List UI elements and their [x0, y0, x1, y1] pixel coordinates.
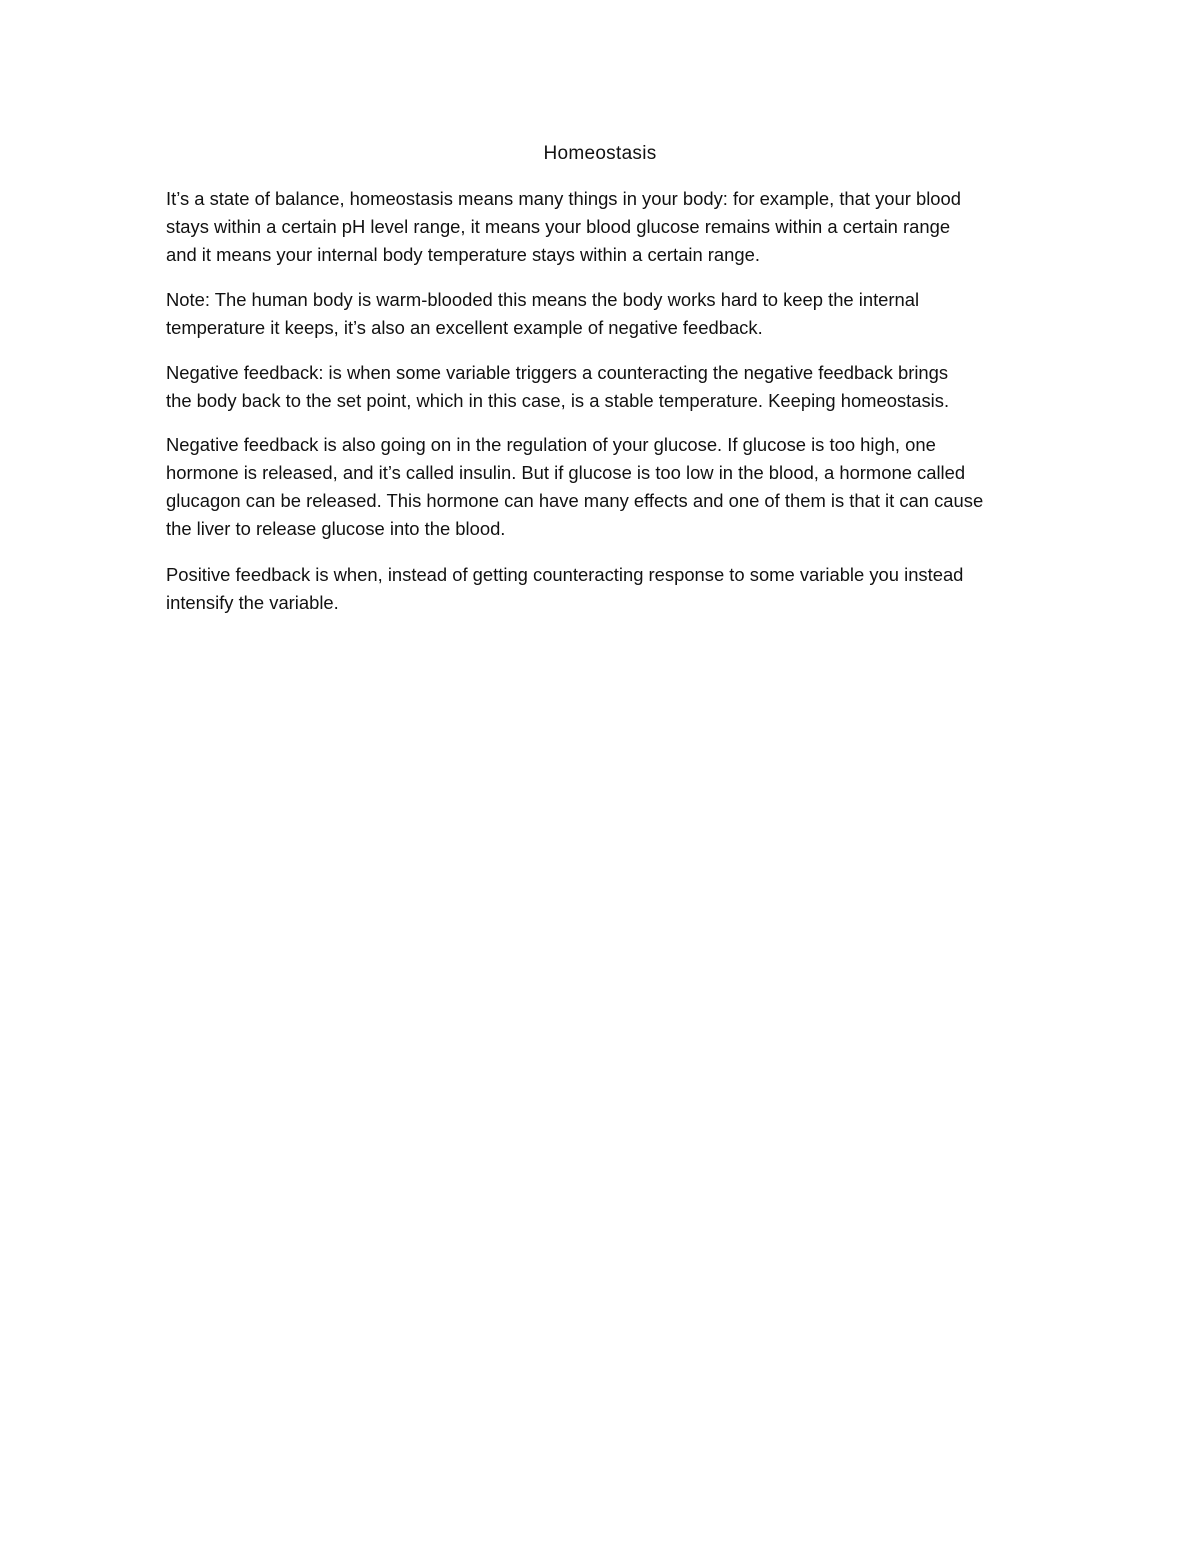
document-title: Homeostasis: [543, 143, 657, 164]
paragraph-negative-feedback: [166, 359, 1038, 415]
paragraph-line: glucagon can be released. This hormone can have many effects and one of them is that it can cause: [166, 490, 984, 511]
paragraph-line: the body back to the set point, which in this case, is a stable temperature. Keeping homeostasis.: [166, 390, 950, 411]
paragraph-line: Negative feedback: is when some variable triggers a counteracting the negative feedback brings: [166, 362, 949, 383]
paragraph-line: temperature it keeps, it’s also an excellent example of negative feedback.: [166, 317, 763, 338]
paragraph-homeostasis-definition: [166, 185, 1038, 269]
paragraph-line: Note: The human body is warm-blooded this means the body works hard to keep the internal: [166, 289, 920, 310]
paragraph-line: and it means your internal body temperature stays within a certain range.: [166, 244, 760, 265]
paragraph-line: hormone is released, and it’s called insulin. But if glucose is too low in the blood, a hormone called: [166, 462, 966, 483]
paragraph-glucose-regulation: [166, 431, 1038, 543]
paragraph-line: Positive feedback is when, instead of getting counteracting response to some variable you instead: [166, 564, 964, 585]
paragraph-line: It’s a state of balance, homeostasis means many things in your body: for example, that your blood: [166, 188, 961, 209]
paragraph-line: intensify the variable.: [166, 592, 339, 613]
paragraph-line: Negative feedback is also going on in the regulation of your glucose. If glucose is too high, one: [166, 434, 936, 455]
paragraph-line: the liver to release glucose into the blood.: [166, 518, 506, 539]
paragraph-line: stays within a certain pH level range, it means your blood glucose remains within a certain range: [166, 216, 951, 237]
paragraph-positive-feedback: [166, 561, 1038, 617]
paragraph-note: [166, 286, 1038, 342]
